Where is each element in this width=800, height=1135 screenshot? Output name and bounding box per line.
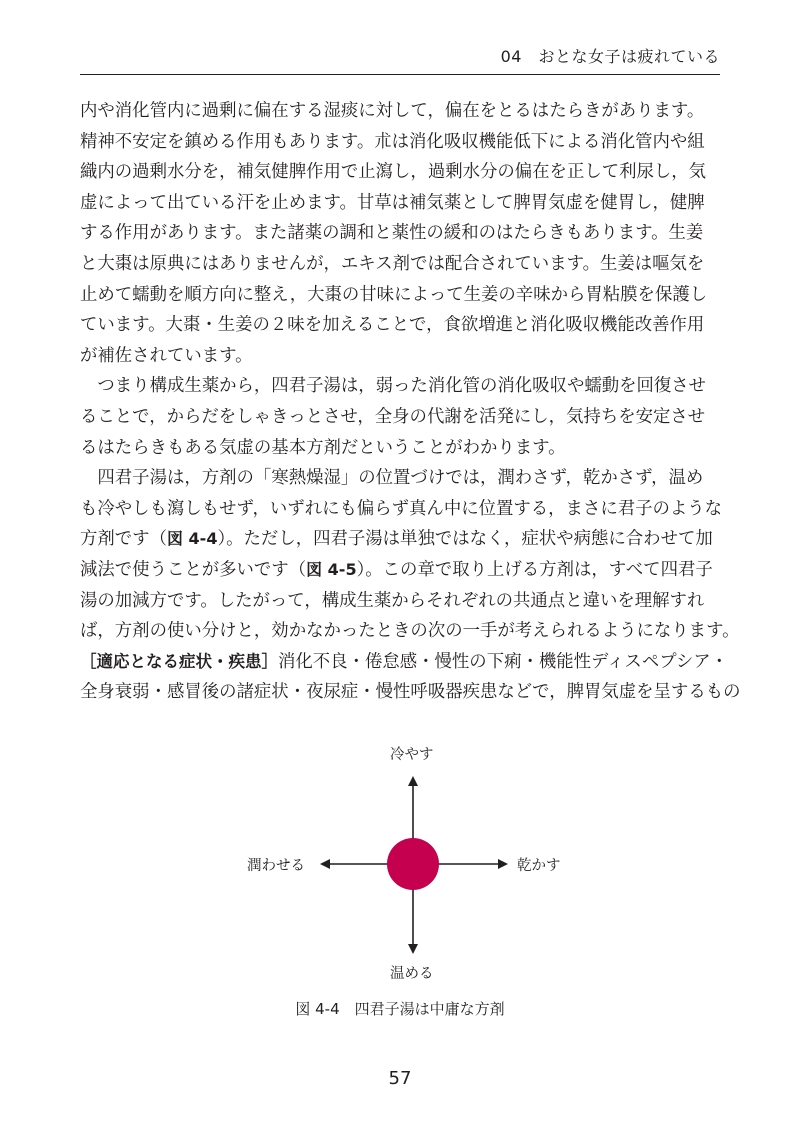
text-line: ることで，からだをしゃきっとさせ，全身の代謝を活発にし，気持ちを安定させ	[80, 406, 706, 427]
text-segment: 減法で使うことが多いです（	[80, 559, 307, 580]
figure-reference-4-5[interactable]: 図 4-5	[306, 559, 357, 579]
text-line	[80, 524, 725, 555]
text-line: ば，方剤の使い分けと，効かなかったときの次の一手が考えられるようになります。	[80, 621, 740, 642]
label-cool: 冷やす	[390, 747, 434, 763]
label-dry: 乾かす	[517, 858, 561, 874]
text-line: 虚によって出ている汗を止めます。甘草は補気薬として脾胃気虚を健胃し，健脾	[80, 192, 705, 213]
text-line: も冷やしも瀉しもせず，いずれにも偏らず真ん中に位置する，まさに君子のような	[80, 498, 723, 519]
text-line: が補佐されています。	[80, 345, 253, 366]
label-moisten: 潤わせる	[247, 858, 305, 874]
text-line: 精神不安定を鎮める作用もあります。朮は消化吸収機能低下による消化管内や組	[80, 131, 705, 152]
text-line: 止めて蠕動を順方向に整え，大棗の甘味によって生姜の辛味から胃粘膜を保護し	[80, 284, 708, 305]
text-line: ています。大棗・生姜の２味を加えることで，食欲増進と消化吸収機能改善作用	[80, 315, 705, 336]
text-line: する作用があります。また諸薬の調和と薬性の緩和のはたらきもあります。生姜	[80, 223, 704, 244]
text-line: 内や消化管内に過剰に偏在する湿痰に対して，偏在をとるはたらきがあります。	[80, 101, 705, 121]
page-number: 57	[388, 1068, 412, 1089]
text-line: 四君子湯は，方剤の「寒熱燥湿」の位置づけでは，潤わさず，乾かさず，温め	[80, 468, 704, 489]
figure-caption: 図 4-4 四君子湯は中庸な方剤	[295, 1000, 505, 1018]
figure-reference-4-4[interactable]: 図 4-4	[166, 529, 218, 549]
figure-diagram	[0, 740, 800, 1000]
figure-4-4	[0, 740, 800, 1000]
indications-heading: ［適応となる症状・疾患］	[80, 651, 278, 671]
center-circle	[387, 838, 439, 890]
text-line	[80, 555, 725, 586]
text-line: 織内の過剰水分を，補気健脾作用で止瀉し，過剰水分の偏在を正して利尿し，気	[80, 162, 707, 183]
text-segment: 消化不良・倦怠感・慢性の下痢・機能性ディスペプシア・	[278, 651, 729, 672]
text-segment: ）。ただし，四君子湯は単独ではなく，症状や病態に合わせて加	[217, 529, 713, 550]
label-warm: 温める	[390, 966, 434, 982]
running-header: 04 おとな女子は疲れている	[500, 47, 720, 66]
body-text	[80, 96, 741, 708]
text-segment: ）。この章で取り上げる方剤は，すべて四君子	[356, 559, 713, 580]
text-segment: 方剤です（	[80, 529, 167, 550]
text-line: るはたらきもある気虚の基本方剤だということがわかります。	[80, 437, 566, 458]
text-line: 湯の加減方です。したがって，構成生薬からそれぞれの共通点と違いを理解すれ	[80, 590, 705, 611]
header-rule	[80, 74, 720, 75]
text-line	[80, 647, 729, 678]
text-line: つまり構成生薬から，四君子湯は，弱った消化管の消化吸収や蠕動を回復させ	[80, 376, 707, 397]
text-line: と大棗は原典にはありませんが，エキス剤では配合されています。生姜は嘔気を	[80, 253, 705, 274]
text-line: 全身衰弱・感冒後の諸症状・夜尿症・慢性呼吸器疾患などで，脾胃気虚を呈するもの	[80, 682, 741, 703]
